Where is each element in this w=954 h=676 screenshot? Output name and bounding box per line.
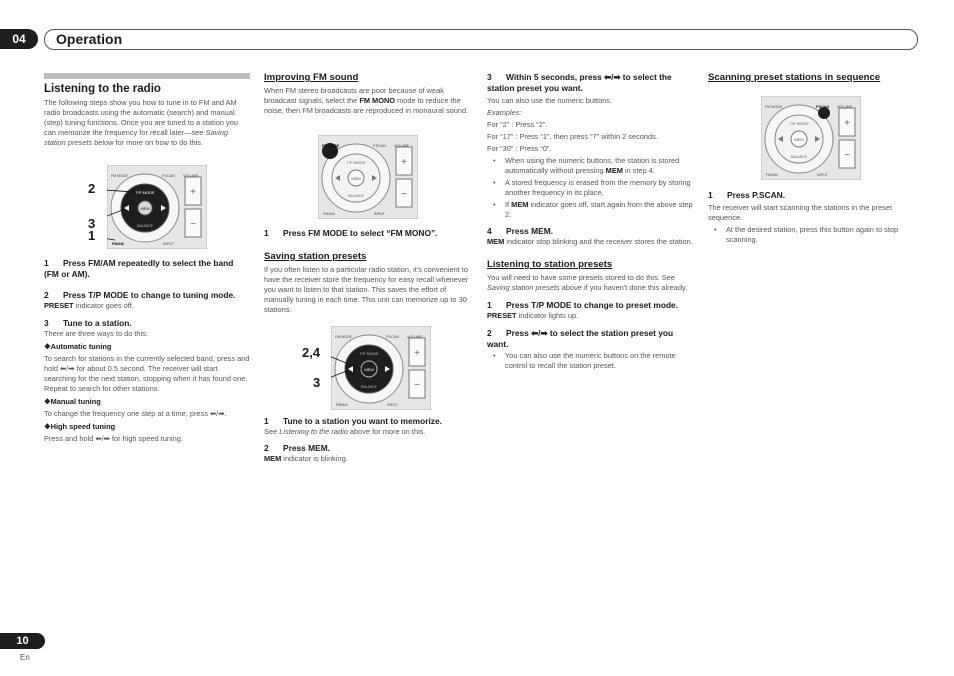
column-1: [44, 83, 250, 148]
svg-text:MEM: MEM: [364, 367, 374, 372]
svg-text:INPUT: INPUT: [163, 242, 174, 246]
scanning-title: Scanning preset stations in sequence: [708, 72, 881, 83]
column-4: [708, 72, 918, 83]
svg-text:T/P MODE: T/P MODE: [346, 160, 366, 165]
save-step-3: 3 Within 5 seconds, press ⬅/➡ to select the station preset you want.: [487, 72, 672, 93]
svg-text:BALANCE: BALANCE: [348, 194, 364, 198]
listening-presets-title: Listening to station presets: [487, 259, 613, 270]
column-2: Improving FM sound When FM stereo broadcasts are poor because of weak broadcast signals, select the FM MONO mode to reduce the noise, then FM broadcasts are reproduced in monaural sound.: [264, 72, 472, 116]
manual-tuning-title: ❖Manual tuning: [44, 397, 101, 406]
save-step-1: 1 Tune to a station you want to memorize.: [264, 416, 442, 426]
svg-text:P.SCAN: P.SCAN: [162, 174, 175, 178]
section-divider: [44, 73, 250, 79]
svg-text:−: −: [844, 150, 850, 161]
column-4-steps: 1 Press P.SCAN. The receiver will start scanning the stations in the preset sequence. • At the desired station, press this button again to stop scanning.: [708, 190, 918, 245]
svg-text:FM/AM: FM/AM: [336, 403, 348, 407]
column-2-lower: 1 Press FM MODE to select “FM MONO”. Saving station presets If you often listen to a particular radio station, it's convenient to have the receiver store the frequency for easy recall whenever you want to listen to that station. This saves the effort of manually tuning in each time. This unit can memorize up to 30 stations.: [264, 228, 474, 315]
intro-text: The following steps show you how to tune in to FM and AM radio broadcasts using the automatic (search) and manual (step) tuning functions. Once you are tuned to a station you can memorize the frequency for recall later—see Saving station presets below for more on how to do this.: [44, 98, 238, 147]
step-2: 2 Press T/P MODE to change to tuning mode.: [44, 290, 236, 300]
listen-step-1: 1 Press T/P MODE to change to preset mode.: [487, 300, 679, 310]
high-speed-title: ❖High speed tuning: [44, 422, 116, 431]
svg-text:FM MODE: FM MODE: [335, 335, 352, 339]
callout-1: 1: [88, 228, 96, 243]
svg-text:P.SCAN: P.SCAN: [373, 144, 386, 148]
svg-text:−: −: [414, 380, 420, 391]
column-1-steps: 1 Press FM/AM repeatedly to select the band (FM or AM). 2 Press T/P MODE to change to tuning mode. PRESET indicator goes off. 3 Tune to a station. There are three ways to do this: ❖Automatic tuning To search for stations in the currently selected band, press and hold ⬅/➡ for about 0.5 second. The receiver will start searching for the next station, stopping when it has found one. Repeat to search for other stations. ❖Manual tuning To change the frequency one step at a time, press ⬅/➡. ❖High speed tuning Press and hold ⬅/➡ for high speed tuning.: [44, 258, 250, 443]
column-3: 3 Within 5 seconds, press ⬅/➡ to select the station preset you want. You can also use the numeric buttons. Examples: For “2” : Press “2”. For “17” : Press “1”, then press “7” within 2 seconds. For “30” : Press “0”. • When using the numeric buttons, the station is stored automatically without pressing MEM in step 4. • A stored frequency is erased from the memory by storing another frequency in its place. • If MEM indicator goes off, start again from the above step 2. 4 Press MEM. MEM indicator stop blinking and the receiver stores the station. Listening to station presets You will need to have some presets stored to do this. See Saving station presets above if you haven't done this already. 1 Press T/P MODE to change to preset mode. PRESET indicator lights up. 2 Press ⬅/➡ to select the station preset you want. • You can also use the numeric buttons on the remote control to recall the station preset.: [487, 72, 693, 371]
remote-illustration-4: [761, 96, 861, 180]
callout-2-4: 2,4: [302, 345, 321, 360]
column-2-steps: 1 Tune to a station you want to memorize. See Listening to the radio above for more on this. 2 Press MEM. MEM indicator is blinking.: [264, 416, 474, 464]
svg-text:VOLUME: VOLUME: [837, 105, 853, 109]
step-3: 3 Tune to a station.: [44, 318, 132, 328]
save-step-4: 4 Press MEM.: [487, 226, 554, 236]
remote-illustration-2: [318, 135, 418, 219]
svg-text:VOLUME: VOLUME: [394, 144, 410, 148]
page-title: Operation: [56, 31, 123, 47]
scan-step-1: 1 Press P.SCAN.: [708, 190, 786, 200]
svg-text:+: +: [401, 157, 407, 168]
svg-text:MEM: MEM: [351, 176, 361, 181]
mem-label: MEM: [140, 206, 150, 211]
listen-step-2: 2 Press ⬅/➡ to select the station preset you want.: [487, 328, 674, 349]
svg-text:VOLUME: VOLUME: [183, 174, 199, 178]
svg-text:INPUT: INPUT: [817, 173, 828, 177]
svg-text:FM/AM: FM/AM: [766, 173, 778, 177]
chapter-tab: 04: [0, 29, 38, 49]
svg-text:INPUT: INPUT: [387, 403, 398, 407]
callout-2: 2: [88, 181, 96, 196]
svg-text:−: −: [401, 189, 407, 200]
step-1: 1 Press FM/AM repeatedly to select the band (FM or AM).: [44, 258, 234, 279]
svg-text:FM MODE: FM MODE: [322, 144, 339, 148]
svg-text:VOLUME: VOLUME: [407, 335, 423, 339]
section-title-listening: Listening to the radio: [44, 83, 161, 95]
svg-text:MEM: MEM: [794, 137, 804, 142]
svg-text:P.SCAN: P.SCAN: [386, 335, 399, 339]
page-number: 10: [0, 633, 45, 649]
callout-3: 3: [88, 216, 96, 231]
svg-text:FM MODE: FM MODE: [765, 105, 782, 109]
fm-sound-title: Improving FM sound: [264, 72, 359, 83]
svg-text:T/P MODE: T/P MODE: [359, 351, 379, 356]
svg-text:T/P MODE: T/P MODE: [789, 121, 809, 126]
svg-text:BALANCE: BALANCE: [137, 224, 153, 228]
save-step-2: 2 Press MEM.: [264, 443, 331, 453]
saving-presets-title: Saving station presets: [264, 251, 367, 262]
header-bar: [44, 29, 918, 50]
language-label: En: [20, 653, 30, 662]
callout-3b: 3: [313, 375, 321, 390]
svg-text:FM/AM: FM/AM: [323, 212, 335, 216]
svg-text:BALANCE: BALANCE: [361, 385, 377, 389]
svg-text:INPUT: INPUT: [374, 212, 385, 216]
svg-text:+: +: [190, 187, 196, 198]
svg-text:FM MODE: FM MODE: [111, 174, 128, 178]
svg-text:BALANCE: BALANCE: [791, 155, 807, 159]
svg-text:+: +: [844, 118, 850, 129]
fm-step-1: 1 Press FM MODE to select “FM MONO”.: [264, 228, 438, 238]
svg-text:FM/AM: FM/AM: [112, 242, 124, 246]
auto-tuning-title: ❖Automatic tuning: [44, 342, 112, 351]
remote-illustration-1: [107, 165, 207, 249]
svg-text:T/P MODE: T/P MODE: [135, 190, 155, 195]
svg-text:+: +: [414, 348, 420, 359]
svg-text:P.SCAN: P.SCAN: [816, 105, 830, 109]
svg-text:−: −: [190, 219, 196, 230]
remote-illustration-3: [331, 326, 431, 410]
